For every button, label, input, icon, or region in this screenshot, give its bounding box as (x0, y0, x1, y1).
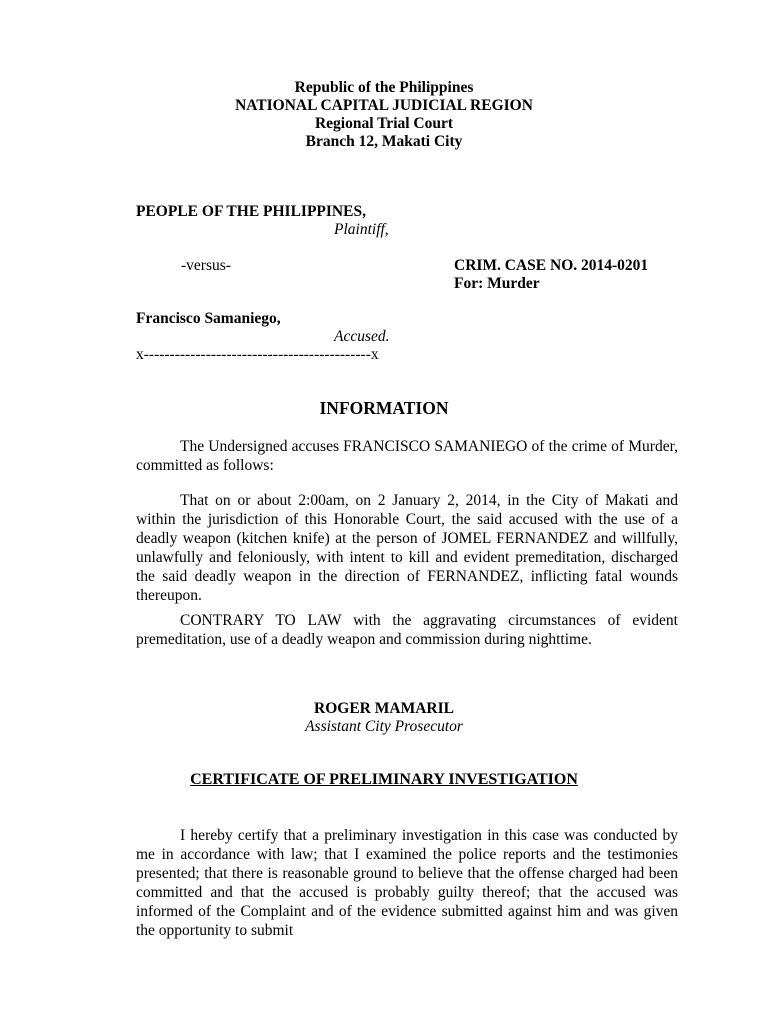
header-republic: Republic of the Philippines (294, 79, 474, 96)
header-branch: Branch 12, Makati City (305, 133, 463, 150)
information-paragraph-3-text: CONTRARY TO LAW with the aggravating circumstances of evident premeditation, use of a deadly weapon and commission during nighttime. (136, 612, 678, 648)
information-paragraph-2-text: That on or about 2:00am, on 2 January 2, 2014, in the City of Makati and within the jurisdiction of this Honorable Court, the said accused with the use of a deadly weapon (kitchen knife) at the person of JOMEL FERNANDEZ and willfully, unlawfully and feloniously, with intent to kill and evident premeditation, discharged the said deadly weapon in the direction of FERNANDEZ, inflicting fatal wounds thereupon. (136, 492, 678, 604)
plaintiff-name: PEOPLE OF THE PHILIPPINES, (136, 203, 366, 220)
information-title: INFORMATION (319, 398, 449, 418)
case-offense: For: Murder (454, 275, 540, 292)
signatory-title: Assistant City Prosecutor (305, 718, 463, 735)
header-court: Regional Trial Court (314, 115, 454, 132)
case-number: CRIM. CASE NO. 2014-0201 (454, 257, 649, 274)
certificate-title: CERTIFICATE OF PRELIMINARY INVESTIGATION (190, 771, 578, 788)
information-paragraph-3 (136, 611, 678, 649)
information-paragraph-2 (136, 491, 678, 605)
information-paragraph-1 (136, 437, 678, 475)
certificate-paragraph-1 (136, 826, 678, 940)
information-paragraph-1-text: The Undersigned accuses FRANCISCO SAMANIEGO of the crime of Murder, committed as follows: (136, 438, 678, 474)
plaintiff-role: Plaintiff, (334, 221, 389, 238)
accused-name: Francisco Samaniego, (136, 310, 281, 327)
header-region: NATIONAL CAPITAL JUDICIAL REGION (235, 97, 533, 114)
certificate-paragraph-1-text: I hereby certify that a preliminary investigation in this case was conducted by me in accordance with law; that I examined the police reports and the testimonies presented; that there is reasonable ground to believe that the offense charged had been committed and that the accused is probably guilty thereof; that the accused was informed of the Complaint and of the evidence submitted against him and was given the opportunity to submit (136, 827, 678, 939)
accused-role: Accused. (334, 328, 390, 345)
versus-label: -versus- (181, 257, 231, 274)
signatory-name: ROGER MAMARIL (314, 700, 454, 717)
caption-divider: x--------------------------------------------x (136, 346, 379, 363)
